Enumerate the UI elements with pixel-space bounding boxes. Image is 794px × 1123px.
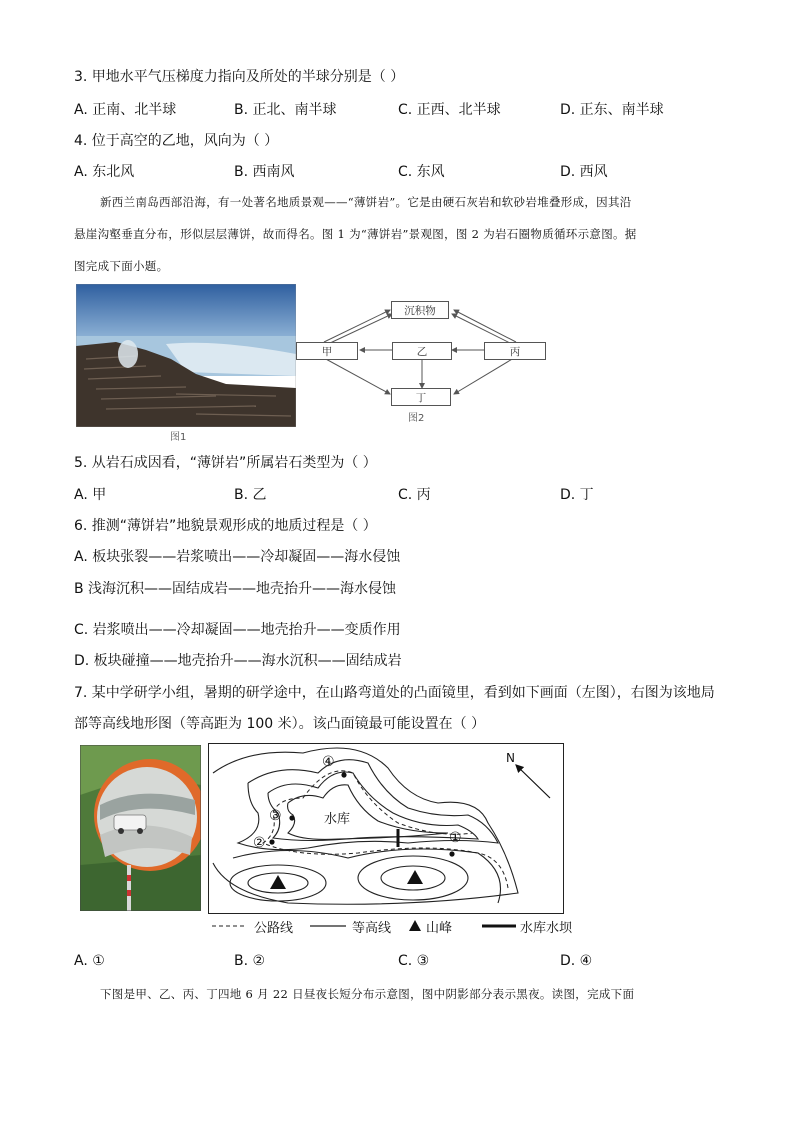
q6-option-c: C. 岩浆喷出——冷却凝固——地壳抬升——变质作用 (74, 622, 401, 638)
q7-stem-line2: 部等高线地形图（等高距为 100 米）。该凸面镜最可能设置在（ ） (74, 716, 486, 732)
rock-cycle-box-jia: 甲 (296, 342, 358, 360)
legend-contour: 等高线 (352, 921, 392, 936)
q4-stem: 4. 位于高空的乙地，风向为（ ） (74, 133, 279, 149)
q4-option-d: D. 西风 (560, 164, 608, 180)
q7-option-b: B. ② (234, 953, 266, 969)
convex-mirror-photo (80, 745, 201, 911)
legend-peak: 山峰 (426, 921, 453, 936)
figure2-caption: 图2 (408, 413, 425, 424)
q6-option-a: A. 板块张裂——岩浆喷出——冷却凝固——海水侵蚀 (74, 549, 401, 565)
contour-map (208, 743, 564, 914)
q4-option-a: A. 东北风 (74, 164, 135, 180)
passage1-line3: 图完成下面小题。 (74, 259, 169, 273)
passage1-line1: 新西兰南岛西部沿海，有一处著名地质景观——“薄饼岩”。它是由硬石灰岩和软砂岩堆叠形成，因其沿 (100, 195, 632, 209)
rock-cycle-box-yi: 乙 (392, 342, 452, 360)
q3-stem: 3. 甲地水平气压梯度力指向及所处的半球分别是（ ） (74, 69, 405, 85)
q4-option-c: C. 东风 (398, 164, 445, 180)
pancake-rocks-photo (76, 284, 296, 427)
q5-option-d: D. 丁 (560, 487, 594, 503)
q3-option-a: A. 正南、北半球 (74, 102, 177, 118)
q5-option-b: B. 乙 (234, 487, 267, 503)
q6-stem: 6. 推测“薄饼岩”地貌景观形成的地质过程是（ ） (74, 518, 377, 534)
passage2-line1: 下图是甲、乙、丙、丁四地 6 月 22 日昼夜长短分布示意图，图中阴影部分表示黑夜。读图，完成下面 (100, 987, 635, 1001)
legend-dam: 水库水坝 (520, 921, 573, 936)
north-label: N (506, 751, 515, 765)
marker-3: ③ (269, 808, 282, 824)
q7-option-c: C. ③ (398, 953, 430, 969)
rock-cycle-box-sediment: 沉积物 (391, 301, 449, 319)
marker-4: ④ (322, 754, 335, 770)
q6-option-d: D. 板块碰撞——地壳抬升——海水沉积——固结成岩 (74, 653, 402, 669)
q5-option-c: C. 丙 (398, 487, 431, 503)
rock-cycle-box-bing: 丙 (484, 342, 546, 360)
q6-option-b: B 浅海沉积——固结成岩——地壳抬升——海水侵蚀 (74, 581, 397, 597)
q3-option-d: D. 正东、南半球 (560, 102, 664, 118)
legend-road: 公路线 (254, 921, 294, 936)
marker-2: ② (253, 835, 266, 851)
q5-stem: 5. 从岩石成因看，“薄饼岩”所属岩石类型为（ ） (74, 455, 377, 471)
q7-stem-line1: 7. 某中学研学小组，暑期的研学途中，在山路弯道处的凸面镜里，看到如下画面（左图），右图为该地局 (74, 685, 715, 701)
q3-option-c: C. 正西、北半球 (398, 102, 501, 118)
rock-cycle-box-ding: 丁 (391, 388, 451, 406)
reservoir-label: 水库 (324, 812, 351, 827)
q5-option-a: A. 甲 (74, 487, 107, 503)
marker-1: ① (449, 830, 462, 846)
q7-option-a: A. ① (74, 953, 105, 969)
q7-option-d: D. ④ (560, 953, 593, 969)
q4-option-b: B. 西南风 (234, 164, 295, 180)
q3-option-b: B. 正北、南半球 (234, 102, 337, 118)
figure1-caption: 图1 (170, 432, 187, 443)
passage1-line2: 悬崖沟壑垂直分布，形似层层薄饼，故而得名。图 1 为“薄饼岩”景观图，图 2 为岩石圈物质循环示意图。据 (74, 227, 637, 241)
